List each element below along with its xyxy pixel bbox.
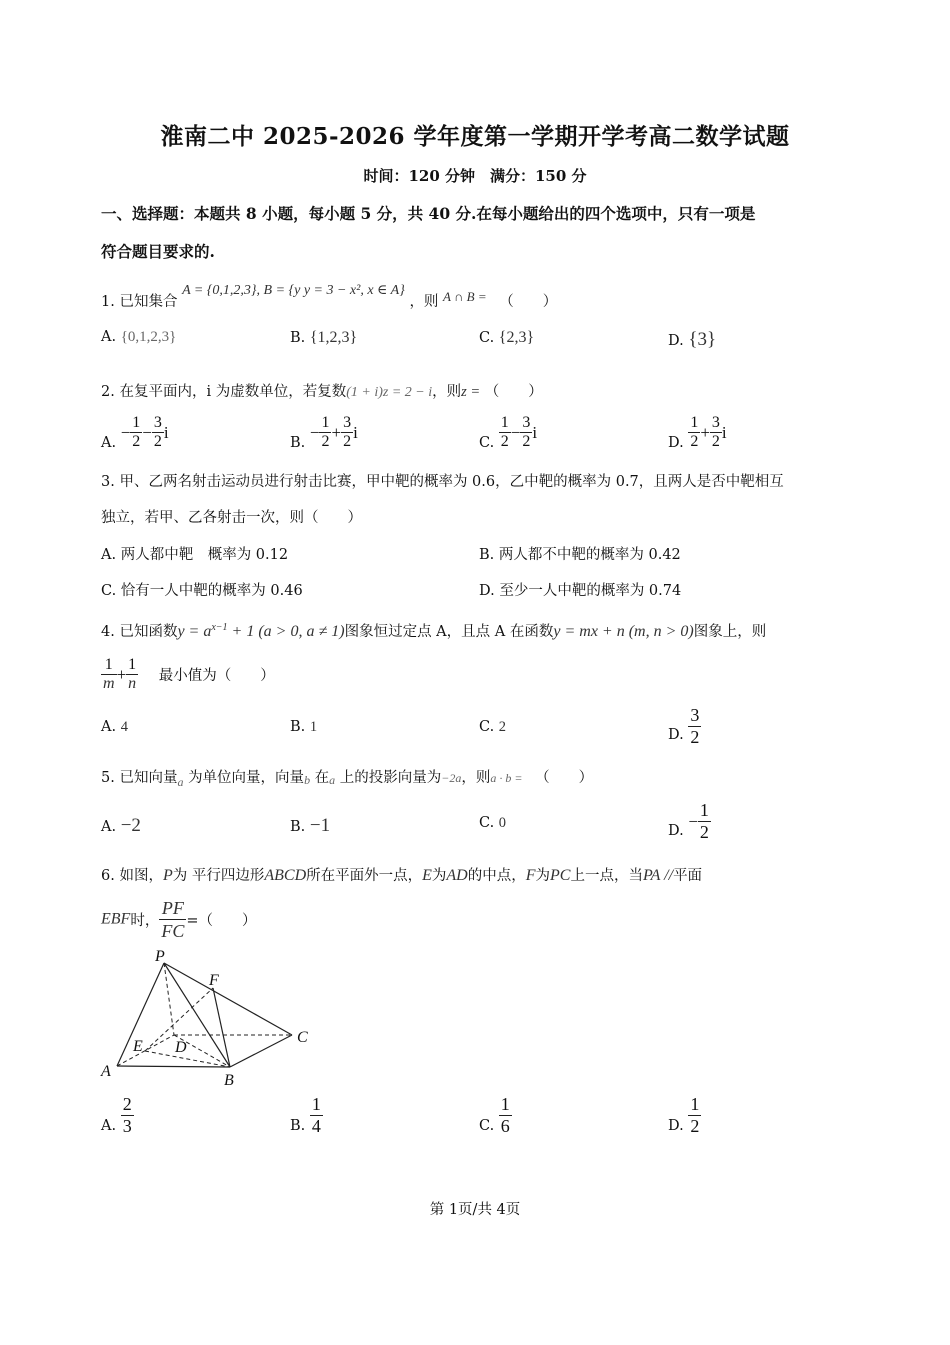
- question-3-line1: 3. 甲、乙两名射击运动员进行射击比赛，甲中靶的概率为 0.6，乙中靶的概率为 0.7，且两人是否中靶相互: [101, 474, 784, 490]
- q6-point: EBF: [101, 910, 131, 928]
- edge-fb: [213, 988, 230, 1067]
- fraction: $\frac{3}{2}$: [522, 414, 531, 450]
- option-label: B.: [290, 1117, 306, 1134]
- q4-tail: 最小值为（ ）: [158, 668, 275, 684]
- q6-text: 为: [535, 868, 551, 884]
- question-4: [101, 620, 766, 641]
- q2-option-b[interactable]: [290, 414, 358, 451]
- q4-expression: [101, 656, 275, 693]
- option-label: B.: [290, 434, 306, 451]
- option-label: C.: [479, 330, 495, 346]
- label-d: D: [175, 1039, 187, 1056]
- option-label: D.: [479, 583, 495, 599]
- q1-expr: A ∩ B =: [443, 289, 487, 304]
- fraction: $\frac{1}{6}$: [500, 1094, 510, 1136]
- option-label: D.: [668, 333, 684, 349]
- option-value: 0: [498, 815, 507, 831]
- option-label: D.: [668, 726, 684, 743]
- option-label: B.: [290, 819, 306, 835]
- question-6: [101, 864, 702, 885]
- option-value: −2: [120, 815, 141, 836]
- question-3-line2: 独立，若甲、乙各射击一次，则（ ）: [101, 510, 362, 526]
- option-label: A.: [101, 329, 117, 345]
- q4-func: y = a: [177, 623, 212, 640]
- fraction: $\frac{1}{2}$: [132, 414, 141, 450]
- edge-pb: [164, 963, 230, 1067]
- q6-point: PC: [550, 867, 571, 884]
- page-footer: 第 1页/共 4页: [429, 1202, 521, 1218]
- option-value: −1: [309, 815, 331, 836]
- edge-pc: [164, 963, 292, 1035]
- fraction: $\frac{1}{2}$: [699, 800, 709, 842]
- q6-point: ABCD: [264, 867, 307, 884]
- q5-mid4: ，则: [461, 770, 491, 786]
- edge-eb: [145, 1051, 230, 1067]
- sign: −: [309, 422, 320, 442]
- q6-text: 为: [431, 868, 447, 884]
- q4-exponent: x−1: [211, 622, 228, 634]
- option-value: 1: [309, 719, 318, 735]
- edge-bc: [230, 1035, 292, 1067]
- q4-mid: 图象恒过定点 A，且点 A 在函数: [344, 624, 554, 640]
- option-text: 两人都中靶 概率为 0.12: [120, 547, 289, 563]
- q1-mid: ，则: [409, 294, 439, 310]
- fraction: $\frac{3}{2}$: [153, 414, 162, 450]
- q6-point: E: [422, 867, 432, 884]
- q3-option-b[interactable]: [479, 543, 681, 564]
- option-text: 至少一人中靶的概率为 0.74: [499, 583, 682, 599]
- q4-func-rest: + 1 (a > 0, a ≠ 1): [227, 623, 345, 640]
- q2-option-d[interactable]: [668, 414, 727, 451]
- sign: +: [700, 422, 710, 442]
- q5-paren: （ ）: [535, 770, 594, 786]
- option-label: A.: [101, 819, 117, 835]
- q4-suffix: 图象上，则: [693, 624, 767, 640]
- q1-option-c[interactable]: [479, 329, 534, 347]
- q2-mid: ，则: [432, 384, 462, 400]
- edge-pd: [164, 963, 174, 1035]
- q1-set-b: , B = {y y = 3 − x², x ∈ A}: [256, 283, 405, 298]
- label-c: C: [297, 1029, 308, 1046]
- option-label: D.: [668, 434, 684, 451]
- fraction: $\frac{1}{2}$: [690, 1094, 700, 1136]
- q4-option-c[interactable]: [479, 719, 506, 736]
- q2-option-c[interactable]: [479, 414, 537, 451]
- option-label: D.: [668, 822, 684, 839]
- q4-option-d[interactable]: [668, 705, 701, 748]
- q4-func2: y = mx + n (m, n > 0): [553, 623, 694, 640]
- option-label: A.: [101, 1117, 117, 1134]
- option-value: 2: [498, 719, 507, 735]
- fraction: $\frac{1}{m}$: [103, 656, 115, 692]
- q3-option-d[interactable]: [479, 579, 681, 600]
- sign: +: [331, 422, 342, 442]
- q2-expr: (1 + i)z = 2 − i: [346, 385, 433, 400]
- q2-paren: （ ）: [484, 384, 543, 400]
- option-label: C.: [479, 1117, 495, 1134]
- q5-prefix: 5. 已知向量: [101, 770, 178, 786]
- pyramid-figure: [95, 945, 325, 1090]
- q6-point: AD: [446, 867, 468, 884]
- option-label: C.: [479, 434, 495, 451]
- imaginary-unit: i: [163, 422, 169, 442]
- label-p: P: [155, 948, 165, 965]
- option-value: {2,3}: [498, 329, 535, 346]
- q3-option-a[interactable]: [101, 543, 288, 564]
- exam-info: 时间：120 分钟 满分：150 分: [363, 167, 587, 185]
- vector-b: b: [304, 773, 311, 787]
- q5-projection: −2a: [441, 771, 462, 785]
- q1-paren: （ ）: [499, 294, 558, 310]
- question-6-line2: [101, 897, 257, 942]
- fraction: $\frac{PF}{FC}$: [161, 898, 185, 941]
- label-f: F: [209, 972, 219, 989]
- option-label: C.: [479, 719, 495, 735]
- option-text: 两人都不中靶的概率为 0.42: [498, 547, 681, 563]
- q6-point: PA //: [642, 867, 674, 884]
- fraction: $\frac{1}{4}$: [311, 1094, 321, 1136]
- q2-z: z =: [461, 384, 481, 400]
- q6-option-a[interactable]: [101, 1094, 134, 1137]
- q6-option-c[interactable]: [479, 1094, 512, 1137]
- fraction: $\frac{1}{2}$: [321, 414, 330, 450]
- sign: −: [688, 811, 698, 831]
- q1-option-d[interactable]: [668, 329, 716, 351]
- q2-option-a[interactable]: [101, 414, 169, 451]
- option-label: D.: [668, 1117, 684, 1134]
- fraction: $\frac{2}{3}$: [122, 1094, 132, 1136]
- question-2: [101, 380, 543, 401]
- option-label: A.: [101, 719, 117, 735]
- q6-option-d[interactable]: [668, 1094, 701, 1137]
- option-text: 恰有一人中靶的概率为 0.46: [120, 583, 303, 599]
- imaginary-unit: i: [353, 422, 358, 442]
- option-label: C.: [101, 583, 117, 599]
- q6-point: F: [525, 867, 536, 884]
- q4-prefix: 4. 已知函数: [101, 624, 178, 640]
- label-a: A: [101, 1063, 111, 1080]
- q6-text: 为 平行四边形: [172, 868, 265, 884]
- option-value: {0,1,2,3}: [120, 329, 177, 345]
- fraction: $\frac{3}{2}$: [690, 705, 700, 747]
- q5-option-c[interactable]: [479, 815, 506, 832]
- fraction: $\frac{1}{n}$: [128, 656, 137, 692]
- q5-mid3: 上的投影向量为: [339, 770, 442, 786]
- sign: −: [120, 422, 131, 442]
- q6-point: P: [162, 867, 173, 884]
- label-e: E: [133, 1038, 143, 1055]
- fraction: $\frac{1}{2}$: [690, 414, 699, 450]
- vector-a: a: [329, 773, 336, 787]
- option-value: 4: [120, 719, 128, 735]
- q6-text: 平面: [673, 868, 703, 884]
- option-label: B.: [290, 330, 306, 346]
- question-1: [101, 283, 558, 311]
- q6-text: =（ ）: [186, 913, 257, 929]
- q3-option-c[interactable]: [101, 579, 303, 600]
- q5-option-d[interactable]: [668, 800, 711, 843]
- q5-option-b[interactable]: [290, 815, 330, 837]
- option-value: {1,2,3}: [309, 329, 358, 346]
- sign: −: [142, 422, 152, 442]
- vector-a: a: [177, 775, 184, 789]
- q5-option-a[interactable]: [101, 815, 141, 837]
- sign: −: [510, 422, 521, 442]
- section-heading-line1: 一、选择题：本题共 8 小题，每小题 5 分，共 40 分.在每小题给出的四个选项中，只有一项是: [101, 204, 756, 223]
- plus-sign: +: [116, 664, 127, 684]
- page-title: 淮南二中 2025-2026 学年度第一学期开学考高二数学试题: [160, 123, 790, 150]
- option-label: B.: [479, 547, 495, 563]
- q4-option-b[interactable]: [290, 719, 317, 736]
- q1-option-b[interactable]: [290, 329, 357, 347]
- q5-mid2: 在: [314, 770, 330, 786]
- edge-ab: [117, 1066, 230, 1067]
- label-b: B: [224, 1072, 234, 1089]
- option-label: A.: [101, 547, 117, 563]
- option-label: C.: [479, 815, 495, 831]
- option-value: {3}: [688, 329, 717, 350]
- q6-text: 上一点，当: [570, 868, 643, 884]
- q5-mid1: 为单位向量，向量: [188, 770, 305, 786]
- imaginary-unit: i: [721, 422, 727, 442]
- fraction: $\frac{3}{2}$: [343, 414, 352, 450]
- fraction: $\frac{1}{2}$: [500, 414, 509, 450]
- q5-dot: a · b =: [490, 771, 523, 785]
- option-label: B.: [290, 719, 306, 735]
- imaginary-unit: i: [532, 422, 538, 442]
- q1-set-a: A = {0,1,2,3}: [182, 283, 257, 298]
- q6-text: 所在平面外一点，: [306, 868, 423, 884]
- section-heading-line2: 符合题目要求的.: [101, 242, 215, 261]
- q6-text: 6. 如图，: [101, 868, 163, 884]
- question-5: [101, 766, 593, 787]
- option-label: A.: [101, 434, 117, 451]
- fraction: $\frac{3}{2}$: [711, 414, 720, 450]
- q1-prefix: 1. 已知集合: [101, 294, 178, 310]
- q1-option-a[interactable]: [101, 329, 176, 346]
- q6-text: 时，: [130, 913, 160, 929]
- q6-option-b[interactable]: [290, 1094, 323, 1137]
- q2-prefix: 2. 在复平面内，i 为虚数单位，若复数: [101, 384, 347, 400]
- q6-text: 的中点，: [467, 868, 526, 884]
- q4-option-a[interactable]: [101, 719, 128, 736]
